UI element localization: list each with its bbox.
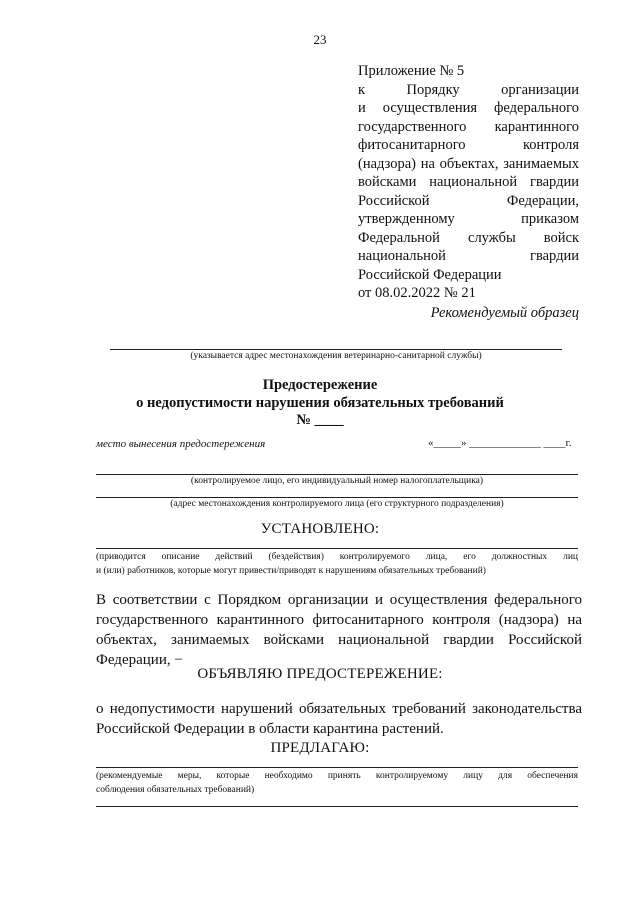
propose-heading: ПРЕДЛАГАЮ: xyxy=(270,740,370,756)
appendix-line: фитосанитарного контроля xyxy=(358,137,579,153)
appendix-line: войсками национальной гвардии xyxy=(358,174,579,190)
established-note-line: (приводится описание действий (бездействия) контролируемого лица, его должностных лиц xyxy=(96,552,578,562)
appendix-block xyxy=(358,62,579,303)
appendix-line: Российской Федерации, xyxy=(358,192,579,209)
service-address-caption: (указывается адрес местонахождения ветеринарно-санитарной службы) xyxy=(190,351,482,361)
appendix-line: и осуществления федерального xyxy=(358,100,579,116)
declare-line: Российской Федерации в области карантина растений. xyxy=(96,721,444,737)
appendix-line: от 08.02.2022 № 21 xyxy=(358,285,476,301)
controlled-person-caption: (контролируемое лицо, его индивидуальный номер налогоплательщика) xyxy=(190,476,484,486)
propose-note-line: соблюдения обязательных требований) xyxy=(96,785,255,795)
established-line xyxy=(96,548,578,549)
basis-line: Федерации, − xyxy=(96,652,183,668)
basis-line: государственного карантинного фитосанитарного контроля (надзора) на xyxy=(96,612,582,628)
date-field: «_____» _____________ ____г. xyxy=(428,437,572,449)
controlled-address-caption: (адрес местонахождения контролируемого лица (его структурного подразделения) xyxy=(170,499,504,509)
propose-note-line: (рекомендуемые меры, которые необходимо принять контролируемому лицу для обеспечения xyxy=(96,771,578,781)
controlled-address-line xyxy=(96,497,578,498)
basis-line: В соответствии с Порядком организации и осуществления федерального xyxy=(96,592,582,608)
established-heading: УСТАНОВЛЕНО: xyxy=(260,521,380,537)
declare-paragraph xyxy=(96,699,582,739)
sample-label: Рекомендуемый образец xyxy=(430,305,579,321)
appendix-line: государственного карантинного xyxy=(358,118,579,135)
propose-extra-line xyxy=(96,806,578,807)
document-number: № ____ xyxy=(296,412,344,428)
document-title: Предостережение xyxy=(262,377,378,393)
appendix-line: Федеральной службы войск xyxy=(358,229,579,246)
declare-heading: ОБЪЯВЛЯЮ ПРЕДОСТЕРЕЖЕНИЕ: xyxy=(197,666,443,682)
basis-paragraph xyxy=(96,590,582,670)
appendix-line: утвержденному приказом xyxy=(358,211,579,227)
appendix-line: национальной гвардии xyxy=(358,248,579,264)
document-subtitle: о недопустимости нарушения обязательных требований xyxy=(136,395,504,411)
appendix-line: Российской Федерации xyxy=(358,266,502,283)
propose-line xyxy=(96,767,578,768)
appendix-line: Приложение № 5 xyxy=(358,63,465,79)
service-address-line xyxy=(110,349,562,350)
place-label: место вынесения предостережения xyxy=(96,438,266,450)
basis-line: объектах, занимаемых войсками национальной гвардии Российской xyxy=(96,632,582,648)
established-note xyxy=(96,550,578,578)
declare-line: о недопустимости нарушений обязательных требований законодательства xyxy=(96,701,582,717)
propose-note xyxy=(96,769,578,797)
appendix-line: к Порядку организации xyxy=(358,81,579,98)
controlled-person-line xyxy=(96,474,578,475)
appendix-line: (надзора) на объектах, занимаемых xyxy=(358,155,579,172)
page-number: 23 xyxy=(313,32,327,47)
established-note-line: и (или) работников, которые могут привести/приводят к нарушениям обязательных требований) xyxy=(96,566,486,576)
